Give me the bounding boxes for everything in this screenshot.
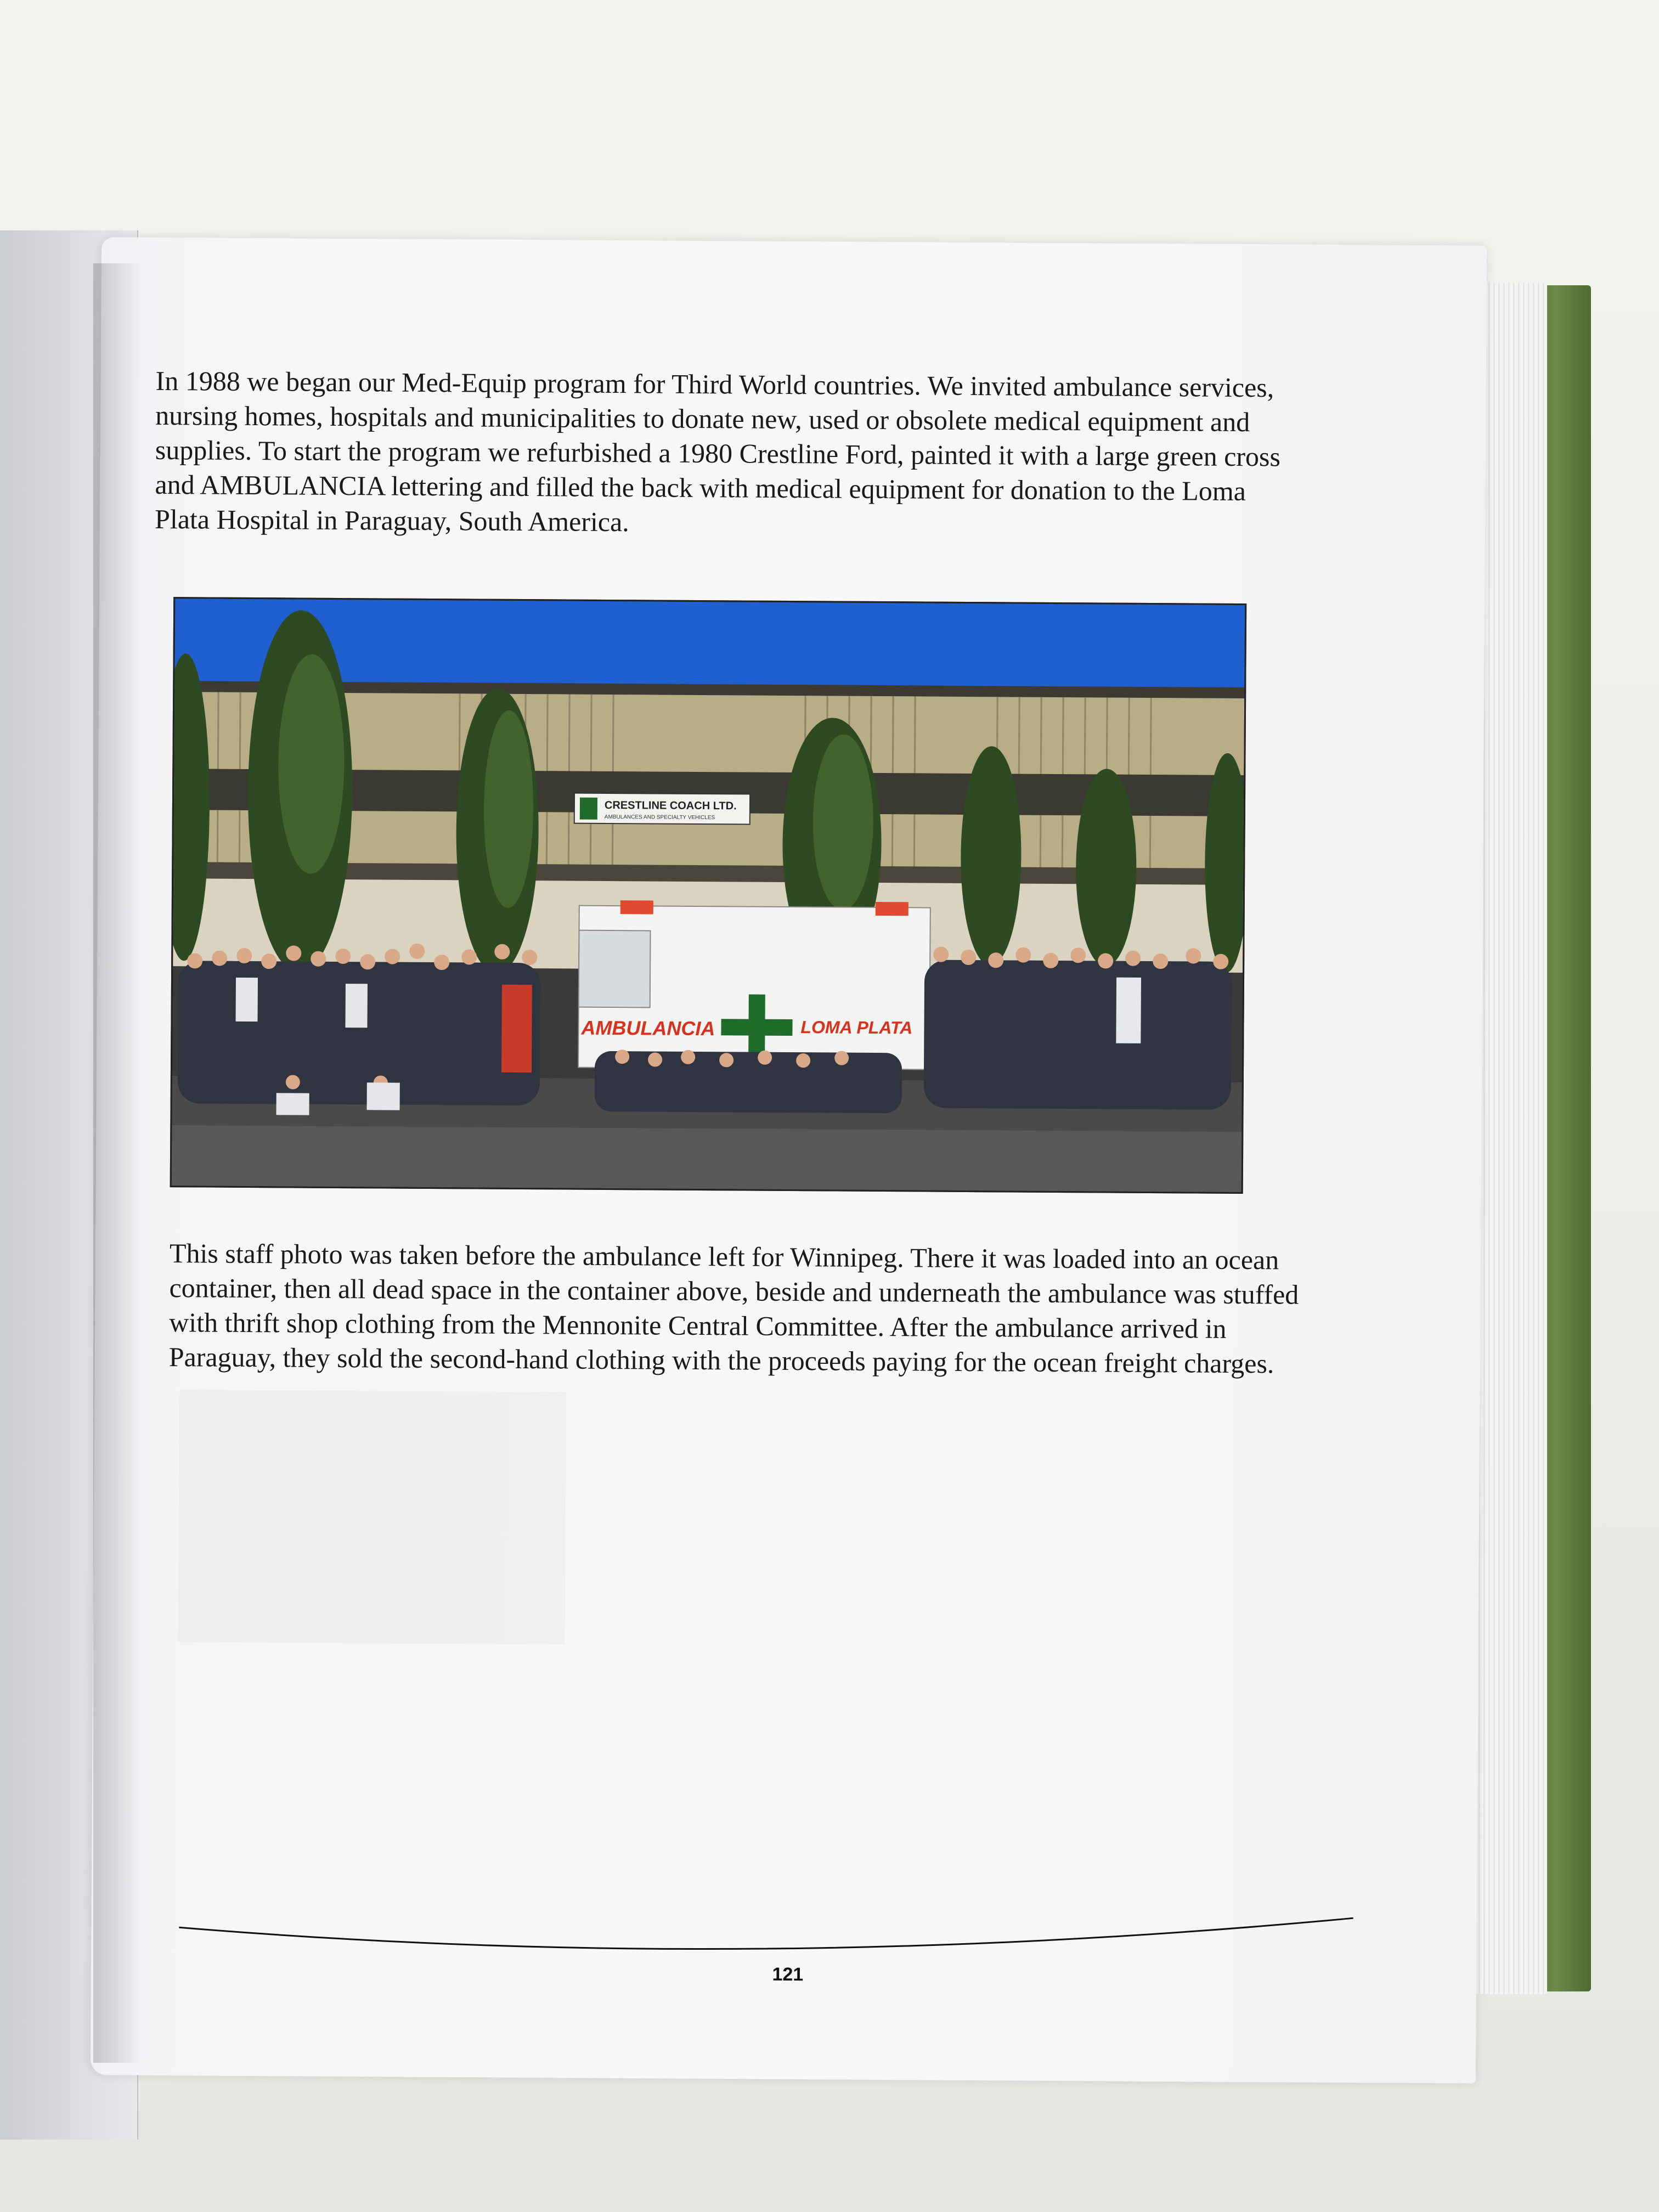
ambulance-lettering-left: AMBULANCIA — [581, 1016, 715, 1040]
book-page — [91, 237, 1487, 2083]
text-line: In 1988 we began our Med-Equip program for Third World countries. We invited ambulance services, — [155, 365, 1274, 403]
building-sign-title: CRESTLINE COACH LTD. — [604, 799, 737, 812]
text-line: Paraguay, they sold the second-hand clothing with the proceeds paying for the ocean freight charges. — [168, 1341, 1274, 1379]
text-line: with thrift shop clothing from the Mennonite Central Committee. After the ambulance arrived in — [169, 1307, 1227, 1344]
text-line: container, then all dead space in the container above, beside and underneath the ambulance was stuffed — [169, 1272, 1299, 1310]
page-number: 121 — [772, 1963, 804, 1985]
text-line: Plata Hospital in Paraguay, South America. — [154, 503, 629, 538]
text-line: and AMBULANCIA lettering and filled the back with medical equipment for donation to the Loma — [155, 469, 1246, 507]
ambulance-lettering-right: LOMA PLATA — [800, 1017, 913, 1038]
text-line: nursing homes, hospitals and municipalities to donate new, used or obsolete medical equipment and — [155, 399, 1250, 438]
book-gutter-shadow — [93, 263, 143, 2063]
building-sign-subtitle: AMBULANCES AND SPECIALTY VEHICLES — [604, 814, 715, 821]
text-line: This staff photo was taken before the ambulance left for Winnipeg. There it was loaded into an ocean — [169, 1238, 1279, 1276]
text-line: supplies. To start the program we refurbished a 1980 Crestline Ford, painted it with a large green cross — [155, 434, 1281, 472]
footer-swoosh-rule — [91, 237, 1487, 2083]
